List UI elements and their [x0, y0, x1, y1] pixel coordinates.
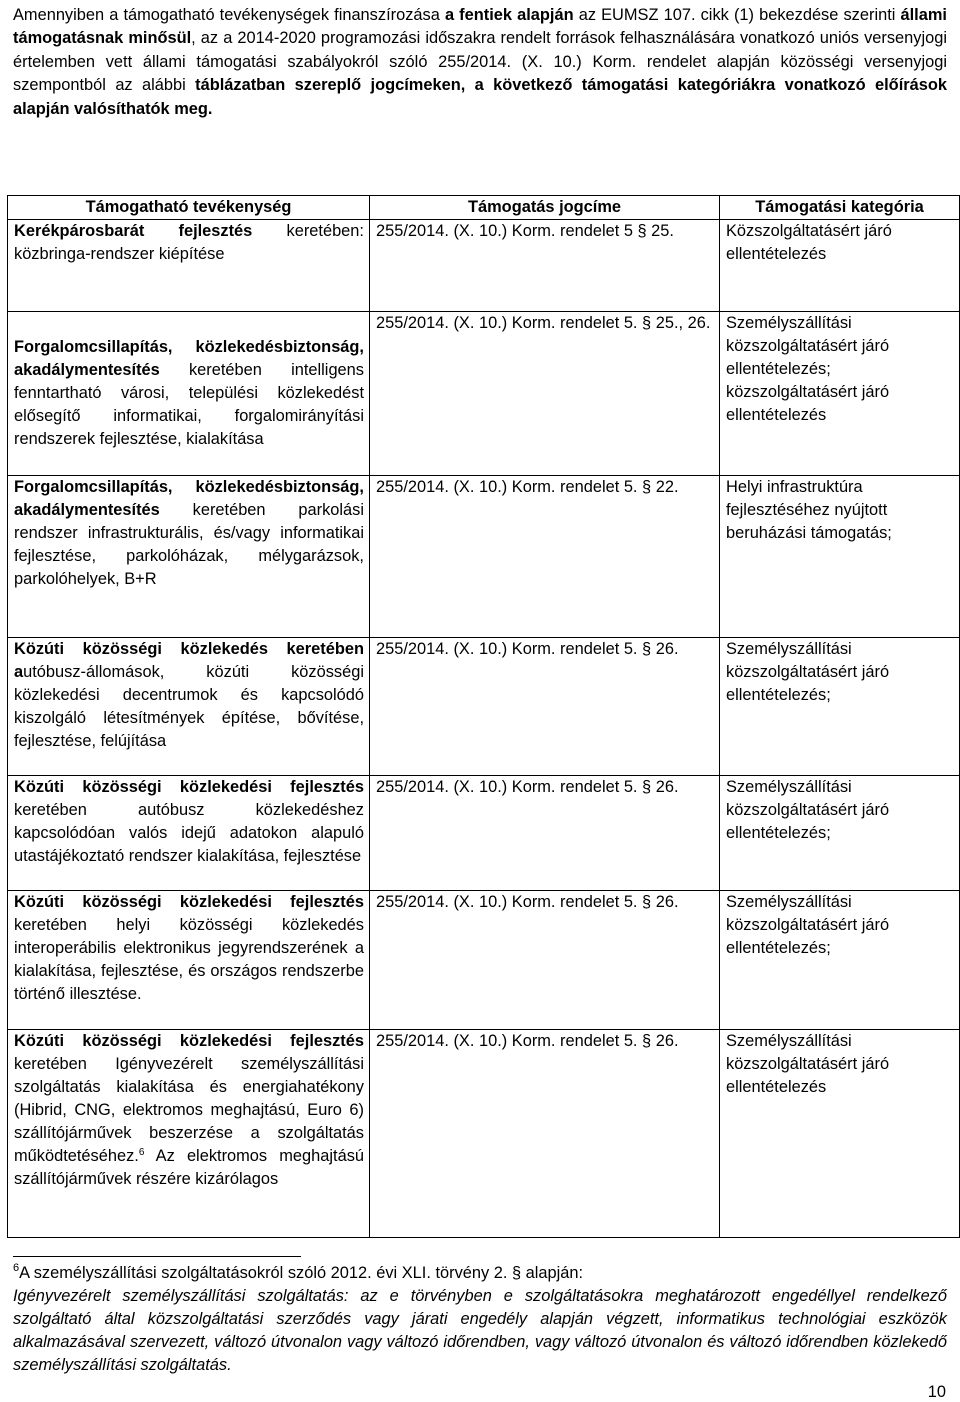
table-row	[8, 312, 960, 476]
footnote-separator	[13, 1256, 301, 1257]
activity-bold: Forgalomcsillapítás, közlekedésbiztonság, akadálymentesítés	[14, 338, 364, 379]
table-row	[8, 1030, 960, 1238]
category-cell: Személyszállítási közszolgáltatásért járó ellentételezés;	[720, 776, 960, 891]
activity-cell	[8, 312, 370, 476]
footnote	[13, 1262, 947, 1377]
category-cell: Személyszállítási közszolgáltatásért járó ellentételezés;	[720, 891, 960, 1030]
table-row	[8, 776, 960, 891]
intro-text-3: , az a 2014-2020 programozási időszakra rendelt források felhasználására vonatkozó uniós versenyjogi értelemben vett állami támogatási szabályokról szóló 255/2014. (X. 10.) Korm. rendelet alapján közösségi versenyjogi szempontból az alábbi	[13, 29, 947, 95]
legal-cell: 255/2014. (X. 10.) Korm. rendelet 5 § 25.	[370, 220, 720, 312]
header-category: Támogatási kategória	[720, 196, 960, 220]
support-table	[7, 195, 960, 1238]
footnote-reference[interactable]: 6	[138, 1147, 145, 1158]
activity-cell	[8, 1030, 370, 1238]
activity-bold: Forgalomcsillapítás, közlekedésbiztonság, akadálymentesítés	[14, 478, 364, 519]
activity-cell	[8, 476, 370, 638]
table-row	[8, 220, 960, 312]
activity-text: keretében intelligens fenntartható városi, települési közlekedést elősegítő informatikai, forgalomirányítási rendszerek fejlesztése, kialakítása	[14, 361, 364, 448]
activity-bold: Közúti közösségi közlekedési fejlesztés	[14, 1032, 364, 1050]
intro-text-2: az EUMSZ 107. cikk (1) bekezdése szerinti	[578, 6, 896, 24]
activity-bold: Közúti közösségi közlekedés keretében a	[14, 640, 364, 681]
intro-bold-3: táblázatban szereplő jogcímeken, a következő támogatási kategóriákra vonatkozó előírások alapján valósíthatók meg.	[13, 76, 947, 118]
activity-cell	[8, 776, 370, 891]
legal-cell: 255/2014. (X. 10.) Korm. rendelet 5. § 25., 26.	[370, 312, 720, 476]
table-row	[8, 891, 960, 1030]
activity-text: keretében helyi közösségi közlekedés interoperábilis elektronikus jegyrendszerének a kialakítása, fejlesztése, és országos rendszerbe történő illesztése.	[14, 916, 364, 1003]
activity-cell	[8, 638, 370, 776]
activity-text: keretében: közbringa-rendszer kiépítése	[14, 222, 364, 263]
activity-cell	[8, 891, 370, 1030]
footnote-source: A személyszállítási szolgáltatásokról szóló 2012. évi XLI. törvény 2. § alapján:	[19, 1264, 584, 1282]
legal-cell: 255/2014. (X. 10.) Korm. rendelet 5. § 26.	[370, 638, 720, 776]
table-header-row	[8, 196, 960, 220]
activity-text: keretében autóbusz közlekedéshez kapcsolódóan valós idejű adatokon alapuló utastájékoztató rendszer kialakítása, fejlesztése	[14, 801, 364, 865]
footnote-line-1	[13, 1262, 947, 1285]
intro-text-1: Amennyiben a támogatható tevékenységek finanszírozása	[13, 6, 440, 24]
activity-text: keretében Igényvezérelt személyszállítási szolgáltatás kialakítása és energiahatékony (Hibrid, CNG, elektromos meghajtású, Euro 6) szállítójárművek beszerzése a szolgáltatás működtetéséhez.	[14, 1055, 364, 1165]
activity-bold: Kerékpárosbarát fejlesztés	[14, 222, 253, 240]
legal-cell: 255/2014. (X. 10.) Korm. rendelet 5. § 26.	[370, 776, 720, 891]
category-cell: Helyi infrastruktúra fejlesztéséhez nyújtott beruházási támogatás;	[720, 476, 960, 638]
table-row	[8, 476, 960, 638]
legal-cell: 255/2014. (X. 10.) Korm. rendelet 5. § 26.	[370, 891, 720, 1030]
table-row	[8, 638, 960, 776]
activity-text: utóbusz-állomások, közúti közösségi közlekedési decentrumok és kapcsolódó kiszolgáló létesítmények építése, bővítése, fejlesztése, felújítása	[14, 663, 364, 750]
footnote-definition: Igényvezérelt személyszállítási szolgáltatás: az e törvényben e szolgáltatásokra meghatározott engedéllyel rendelkező szolgáltató által közszolgáltatási szerződés vagy járati engedély alapján végzett, informatikus technológiai eszközök alkalmazásával szervezett, változó útvonalon vagy változó időrendben, vagy változó útvonalon és változó időrendben közlekedő személyszállítási szolgáltatás.	[13, 1287, 947, 1374]
activity-bold: Közúti közösségi közlekedési fejlesztés	[14, 778, 364, 796]
legal-cell: 255/2014. (X. 10.) Korm. rendelet 5. § 26.	[370, 1030, 720, 1238]
header-activity: Támogatható tevékenység	[8, 196, 370, 220]
activity-text-tail: Az elektromos meghajtású szállítójárművek részére kizárólagos	[14, 1147, 364, 1188]
footnote-marker: 6	[13, 1262, 20, 1274]
category-cell: Személyszállítási közszolgáltatásért járó ellentételezés;	[720, 638, 960, 776]
intro-paragraph	[13, 4, 947, 121]
legal-cell: 255/2014. (X. 10.) Korm. rendelet 5. § 22.	[370, 476, 720, 638]
intro-bold-1: a fentiek alapján	[444, 6, 574, 24]
activity-cell	[8, 220, 370, 312]
activity-bold: Közúti közösségi közlekedési fejlesztés	[14, 893, 364, 911]
category-cell: Személyszállítási közszolgáltatásért járó ellentételezés	[720, 1030, 960, 1238]
page-number: 10	[927, 1383, 946, 1401]
header-legal-basis: Támogatás jogcíme	[370, 196, 720, 220]
category-cell: Közszolgáltatásért járó ellentételezés	[720, 220, 960, 312]
category-cell: Személyszállítási közszolgáltatásért járó ellentételezés; közszolgáltatásért járó ellentételezés	[720, 312, 960, 476]
intro-bold-2: állami támogatásnak minősül	[13, 6, 947, 48]
activity-text: keretében parkolási rendszer infrastrukturális, és/vagy informatikai fejlesztése, parkolóházak, mélygarázsok, parkolóhelyek, B+R	[14, 501, 364, 588]
